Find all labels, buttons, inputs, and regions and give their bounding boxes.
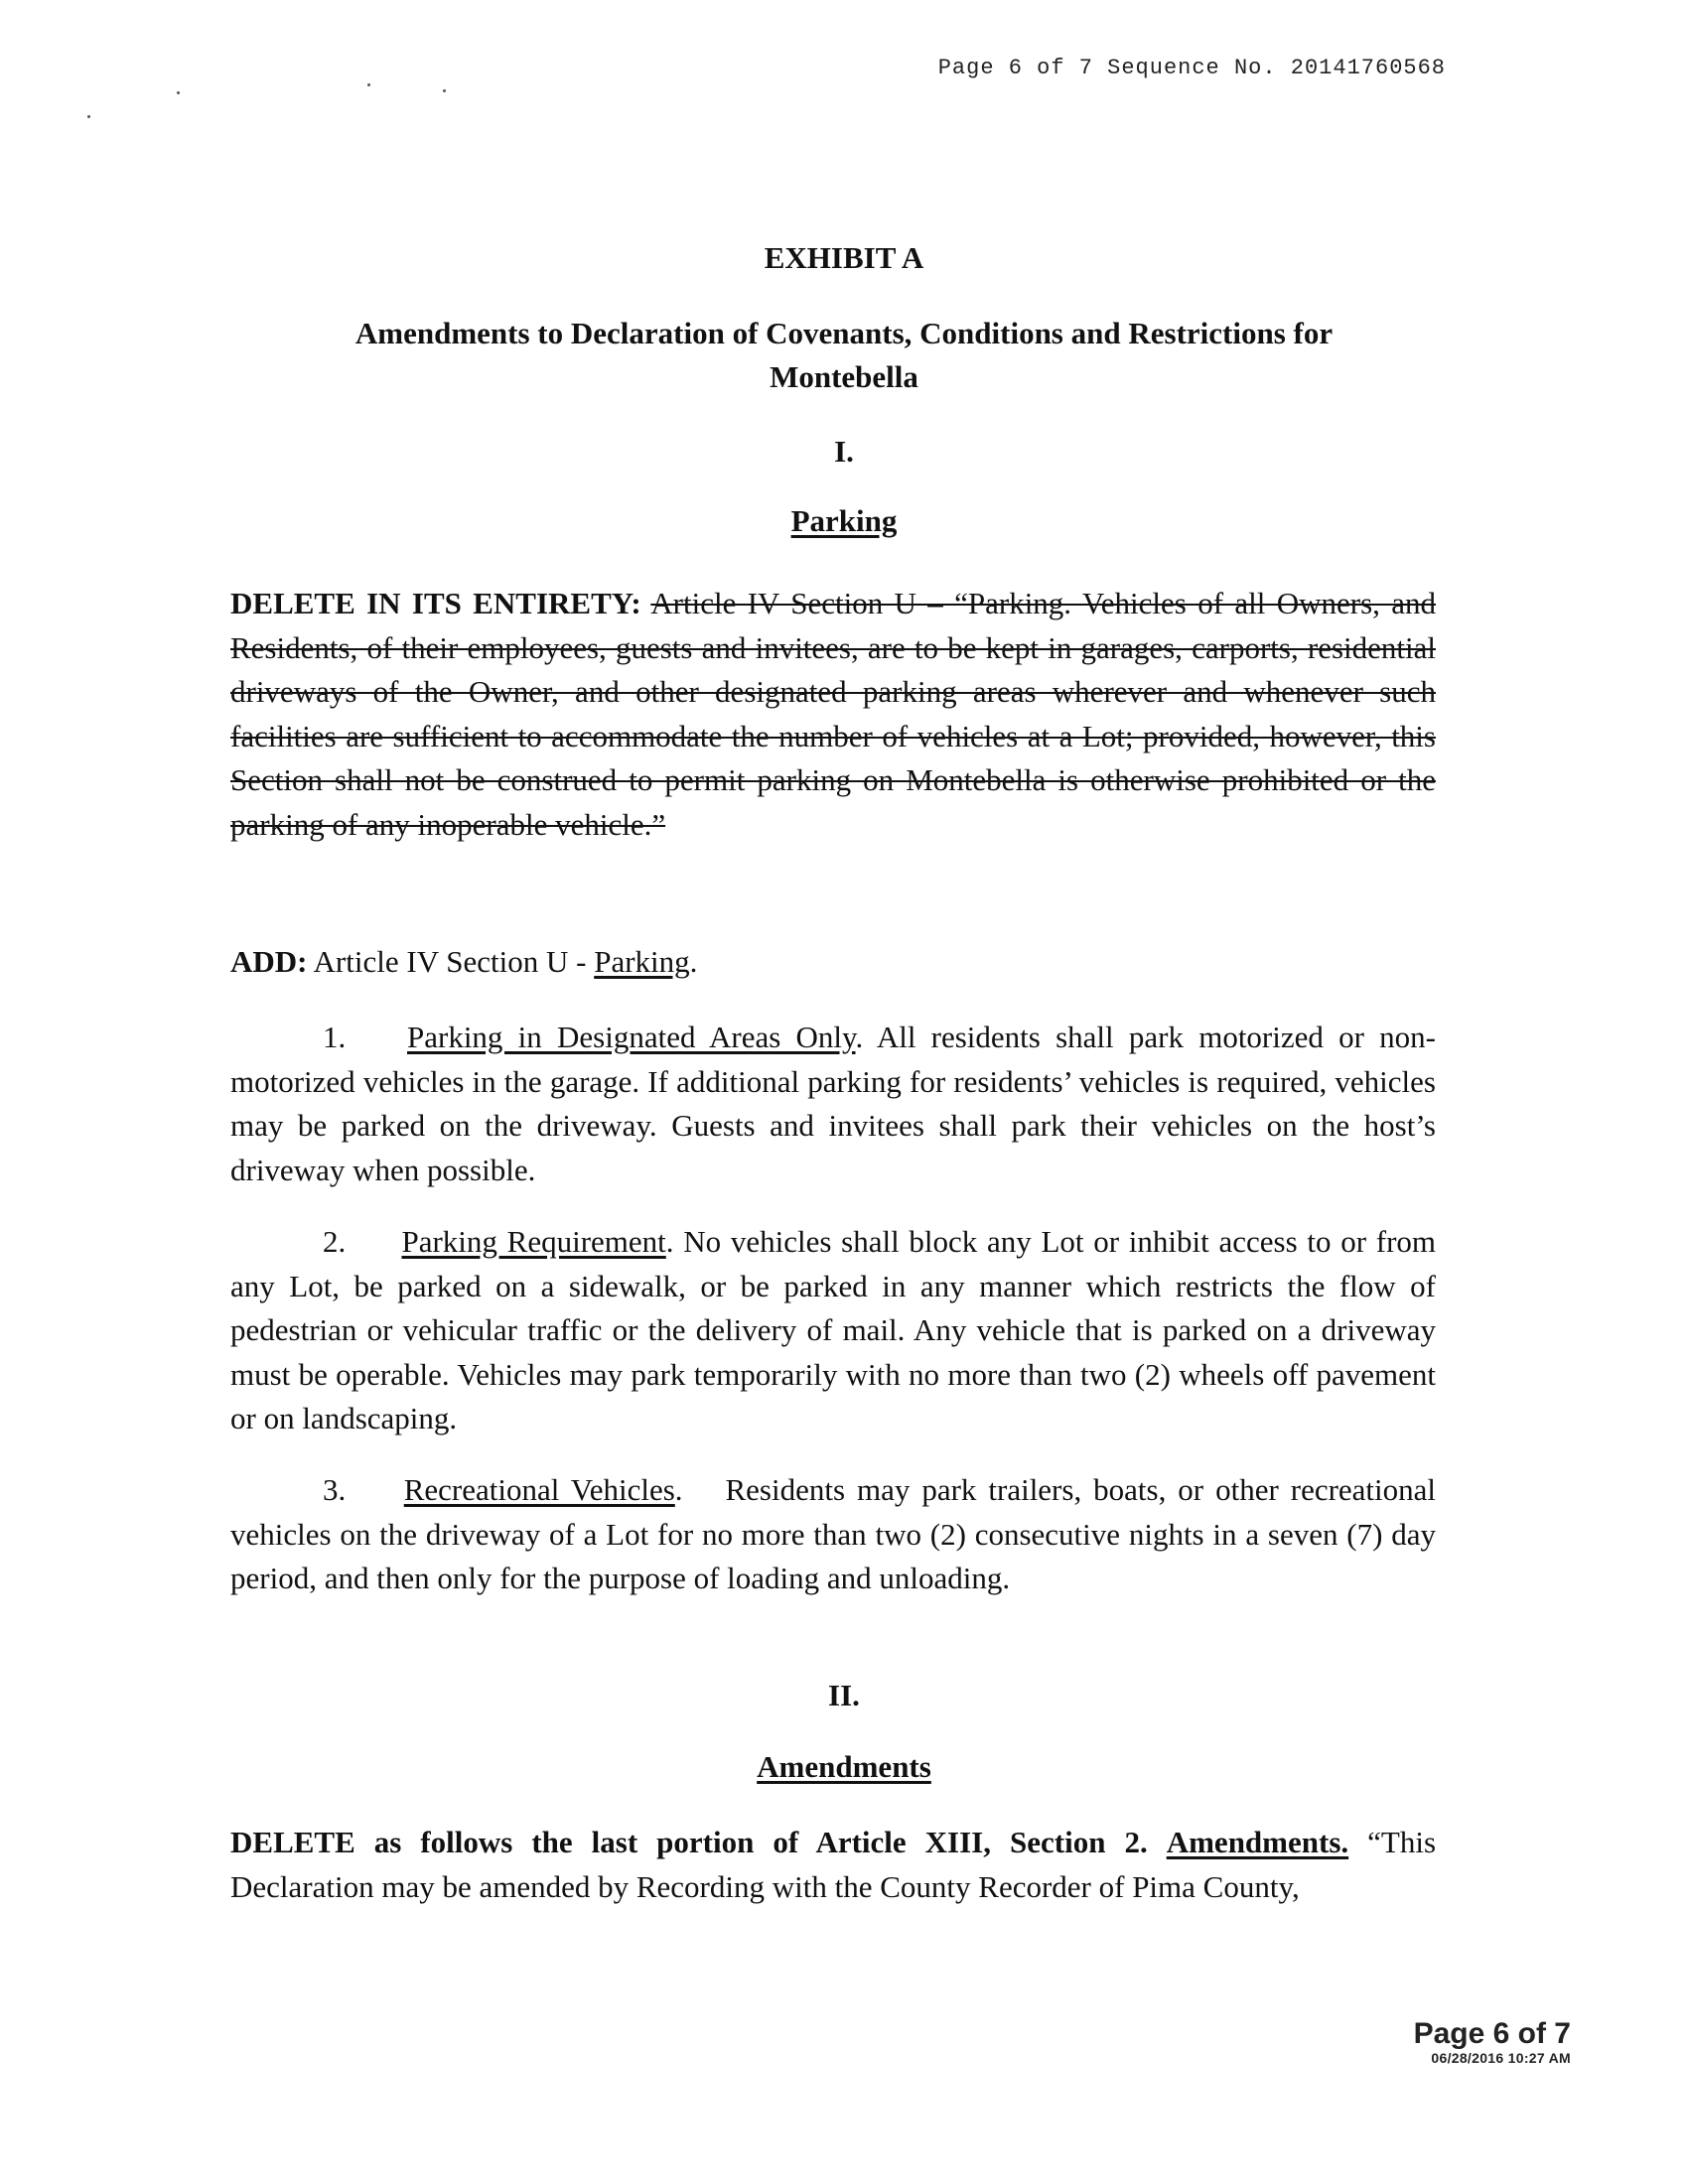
list-item-number: 3. — [323, 1472, 347, 1507]
section-2-numeral: II. — [828, 1678, 860, 1712]
scan-speck — [177, 91, 180, 94]
list-item-title: Parking in Designated Areas Only — [407, 1020, 856, 1054]
list-item-title: Recreational Vehicles — [403, 1472, 675, 1507]
list-item-1: 1. Parking in Designated Areas Only. All residents shall park motorized or non-motorized vehicles in the garage. If additional parking for residents’ vehicles is required, vehicles may be parked on the driveway. Guests and invitees shall park their vehicles on the host’s driveway when possible. — [230, 1020, 1437, 1187]
list-item-number: 2. — [323, 1224, 347, 1259]
list-item-text: No vehicles shall block any Lot or inhibit access to or from any Lot, be parked on a sidewalk, or be parked in any manner which restricts the flow of pedestrian or vehicular traffic or the delivery of mail. Any vehicle that is parked on a driveway must be operable. Vehicles may park temporarily with no more than two (2) wheels off pavement or on landscaping. — [230, 1224, 1437, 1435]
scan-speck — [87, 115, 90, 118]
amendments-delete-label: DELETE as follows the last portion of Article XIII, Section 2. — [230, 1825, 1148, 1859]
recorder-footer — [1414, 2018, 1571, 2066]
amendments-text: “This Declaration may be amended by Recording with the County Recorder of Pima County, — [230, 1825, 1437, 1904]
list-item-2: 2. Parking Requirement. No vehicles shall block any Lot or inhibit access to or from any Lot, be parked on a sidewalk, or be parked in any manner which restricts the flow of pedestrian or vehicular traffic or the delivery of mail. Any vehicle that is parked on a driveway must be operable. Vehicles may park temporarily with no more than two (2) wheels off pavement or on landscaping. — [230, 1224, 1437, 1435]
add-label: ADD: — [230, 944, 308, 979]
subtitle-line: Montebella — [770, 359, 918, 394]
list-item-number: 1. — [323, 1020, 347, 1054]
delete-label: DELETE IN ITS ENTIRETY: — [230, 586, 641, 620]
list-item-3: 3. Recreational Vehicles. Residents may park trailers, boats, or other recreational vehicles on the driveway of a Lot for no more than two (2) consecutive nights in a seven (7) day period, and then only for the purpose of loading and unloading. — [230, 1472, 1437, 1595]
document-subtitle — [0, 312, 1688, 399]
list-item-text: Residents may park trailers, boats, or other recreational vehicles on the driveway of a Lot for no more than two (2) consecutive nights in a seven (7) day period, and then only for the purpose of loading and unloading. — [230, 1472, 1437, 1595]
section-2-heading — [0, 1745, 1688, 1789]
exhibit-title: EXHIBIT A — [764, 240, 924, 275]
section-1-numeral: I. — [834, 434, 854, 469]
add-title: Parking — [594, 944, 690, 979]
scan-speck — [443, 89, 446, 92]
scan-speck — [367, 83, 370, 86]
section-2-heading-text: Amendments — [757, 1749, 931, 1784]
add-paragraph: ADD: Article IV Section U - Parking. — [230, 944, 698, 979]
section-1-heading — [0, 499, 1688, 543]
recorder-header: Page 6 of 7 Sequence No. 20141760568 — [937, 56, 1446, 80]
subtitle-line: Amendments to Declaration of Covenants, Conditions and Restrictions for — [354, 316, 1334, 350]
add-text: Article IV Section U - — [313, 944, 587, 979]
section-1-heading-text: Parking — [790, 503, 898, 538]
amendments-paragraph — [230, 1821, 1436, 1909]
delete-paragraph — [230, 582, 1436, 847]
footer-timestamp: 06/28/2016 10:27 AM — [1431, 2050, 1571, 2066]
deleted-text: Article IV Section U – “Parking. Vehicles of all Owners, and Residents, of their employees, guests and invitees, are to be kept in garages, carports, residential driveways of the Owner, and other designated parking areas wherever and whenever such facilities are sufficient to accommodate the number of vehicles at a Lot; provided, however, this Section shall not be construed to permit parking on Montebella is otherwise prohibited or the parking of any inoperable vehicle.” — [230, 586, 1436, 842]
footer-page-number: Page 6 of 7 — [1413, 2017, 1571, 2050]
list-item-text: All residents shall park motorized or non-motorized vehicles in the garage. If additional parking for residents’ vehicles is required, vehicles may be parked on the driveway. Guests and invitees shall park their vehicles on the host’s driveway when possible. — [230, 1020, 1437, 1187]
amendments-delete-title: Amendments. — [1166, 1825, 1349, 1859]
list-item-title: Parking Requirement — [401, 1224, 666, 1259]
